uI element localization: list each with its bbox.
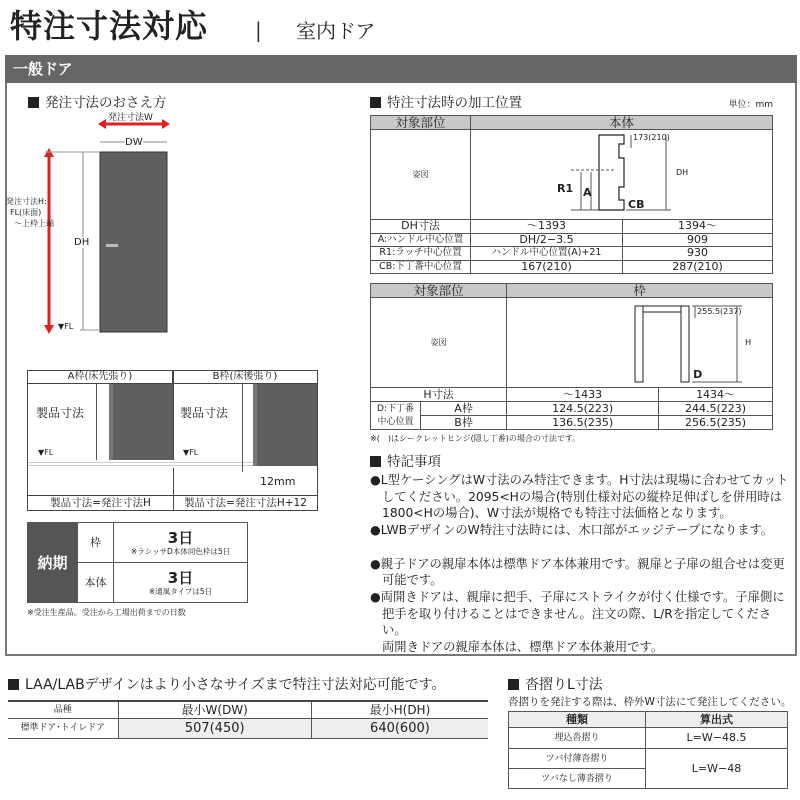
- fig-d-label: D: [693, 368, 703, 381]
- h-label-line: 〜上枠上端: [14, 219, 54, 228]
- fig-h-label: H: [745, 338, 752, 347]
- row-label: R1:ラッチ中心位置: [371, 247, 471, 261]
- b-formula: 製品寸法=発注寸法H+12: [184, 497, 307, 509]
- heading-text: 特記事項: [387, 454, 441, 470]
- remark-item: ●LWBデザインのW特注寸法時には、木口部がエッジテープになります。: [370, 523, 774, 538]
- cell: 909: [623, 233, 773, 247]
- col-header: 対象部位: [371, 116, 471, 130]
- h-label-line: 発注寸法H:: [6, 197, 47, 206]
- sill-heading: [508, 677, 798, 694]
- remarks-list: [370, 472, 790, 656]
- a-product-dim-label: 製品寸法: [36, 406, 85, 420]
- cell: L=W−48: [646, 749, 788, 789]
- sill-section: [508, 677, 798, 789]
- fig-a-label: A: [583, 186, 592, 199]
- delivery-note: ※通風タイプは5日: [148, 586, 213, 596]
- cell: 256.5(235): [659, 416, 773, 430]
- b-fl-label: ▼FL: [183, 448, 199, 457]
- row-label: A:ハンドル中心位置: [371, 233, 471, 247]
- fig-dh-label: DH: [676, 168, 689, 177]
- b-product-dim-label: 製品寸法: [180, 406, 229, 420]
- cell: ツバなし薄沓摺り: [509, 769, 646, 789]
- laa-section: [8, 677, 488, 739]
- row-label: H寸法: [371, 388, 507, 402]
- cell: 167(210): [471, 260, 623, 274]
- remark-item: ●親子ドアの親扉本体は標準ドア本体兼用です。親扉と子扉の組合せは変更可能です。: [370, 556, 785, 588]
- frame-figure: [507, 298, 773, 388]
- delivery-value: [114, 523, 248, 563]
- delivery-value: [114, 563, 248, 603]
- fig-173-label: 173(210): [633, 133, 670, 142]
- sub-label: A枠: [421, 402, 507, 416]
- cell: 930: [623, 247, 773, 261]
- page-title: 特注寸法対応: [10, 7, 209, 45]
- frame-diagram: [507, 298, 800, 386]
- col-header: 算出式: [646, 712, 788, 728]
- delivery-note: ※ラシッサD本体同色枠は5日: [130, 546, 231, 556]
- delivery-footnote: ※受注生産品。受注から工場出荷までの日数: [27, 608, 186, 617]
- delivery-part: 枠: [78, 523, 114, 563]
- processing-heading: [370, 95, 522, 111]
- heading-text: 沓摺りL寸法: [525, 677, 603, 693]
- cell: L=W−48.5: [646, 728, 788, 749]
- cell: ハンドル中心位置(A)+21: [471, 247, 623, 261]
- col-header: 枠: [507, 284, 773, 298]
- fl-label: ▼FL: [58, 322, 74, 331]
- body-processing-table: [370, 115, 773, 274]
- col-header: 品種: [8, 701, 118, 718]
- fig-r1-label: R1: [557, 182, 574, 195]
- frame-type-table: [27, 370, 318, 511]
- col-header: 対象部位: [371, 284, 507, 298]
- b-frame-title: B枠(床後張り): [173, 371, 317, 384]
- sill-table: [508, 711, 788, 789]
- door-handle: [106, 244, 118, 247]
- heading-text: 発注寸法のおさえ方: [45, 95, 167, 111]
- fig-cb-label: CB: [628, 198, 645, 211]
- 12mm-label: 12mm: [260, 475, 296, 488]
- a-formula: 製品寸法=発注寸法H: [50, 497, 151, 509]
- delivery-table: [27, 522, 248, 603]
- processing-note: ※( )はシークレットヒンジ(隠し丁番)の場合の寸法です。: [370, 434, 581, 443]
- order-dims-heading: [28, 95, 167, 111]
- remark-item: ●L型ケーシングはW寸法のみ特注できます。H寸法は現場に合わせてカットしてください。2095<Hの場合(特別仕様対応の縦枠足伸ばしを併用時は1800<Hの場合)、W寸法が規格でも特注寸法価格となります。: [370, 473, 789, 521]
- h-label-line: FL(床面): [10, 208, 42, 217]
- a-door-section: [113, 384, 173, 460]
- right-column: [370, 95, 789, 656]
- cell: 244.5(223): [659, 402, 773, 416]
- sill-subtitle: 沓摺りを発注する際は、枠外W寸法にて発注してください。: [508, 696, 792, 708]
- dw-label: DW: [125, 137, 143, 148]
- frame-processing-table: [370, 283, 773, 430]
- delivery-part: 本体: [78, 563, 114, 603]
- cell: 287(210): [623, 260, 773, 274]
- section-band: 一般ドア: [5, 55, 797, 83]
- figure-label: 姿図: [371, 130, 471, 220]
- title-separator: |: [255, 18, 262, 42]
- cell: 1394〜: [623, 220, 773, 234]
- delivery-label: 納期: [28, 523, 78, 603]
- col-header: 最小W(DW): [118, 701, 311, 718]
- cell: 埋込沓摺り: [509, 728, 646, 749]
- square-bullet-icon: [370, 97, 381, 108]
- a-fl-label: ▼FL: [38, 448, 54, 457]
- unit-label: 単位：mm: [728, 100, 773, 110]
- row-label: DH寸法: [371, 220, 471, 234]
- page-subtitle: 室内ドア: [296, 19, 376, 43]
- remark-item: 両開きドアの親扉本体は、標準ドア本体兼用です。: [382, 640, 664, 655]
- door-body-diagram: [471, 130, 771, 218]
- col-header: 本体: [471, 116, 773, 130]
- days: 3日: [167, 528, 194, 547]
- order-h-label: [6, 196, 54, 229]
- col-header: 最小H(DH): [311, 701, 488, 718]
- remark-item: ●両開きドアは、親扉に把手、子扉にストライクが付く仕様です。子扉側に把手を取り付けることはできません。注文の際、L/Rを指定してください。: [370, 589, 785, 638]
- cell: ツバ付薄沓摺り: [509, 749, 646, 769]
- cell: 標準ドア･トイレドア: [8, 718, 118, 738]
- fig-255-label: 255.5(237): [697, 307, 742, 316]
- sub-label: B枠: [421, 416, 507, 430]
- cell: DH/2−3.5: [471, 233, 623, 247]
- b-door-section: [257, 384, 317, 466]
- door-shape: [100, 152, 167, 332]
- row-label: CB:下丁番中心位置: [371, 260, 471, 274]
- laa-table: [8, 700, 488, 739]
- cell: 136.5(235): [507, 416, 659, 430]
- order-w-label: 発注寸法W: [108, 113, 153, 123]
- cell: 124.5(223): [507, 402, 659, 416]
- heading-text: 特注寸法時の加工位置: [387, 95, 522, 111]
- cell: 〜1393: [471, 220, 623, 234]
- a-frame-title: A枠(床先張り): [28, 371, 173, 384]
- square-bullet-icon: [370, 456, 381, 467]
- d-row-label: D:下丁番中心位置: [371, 402, 421, 430]
- col-header: 種類: [509, 712, 646, 728]
- dh-label: DH: [74, 237, 90, 248]
- laa-heading: [8, 677, 488, 694]
- cell: 640(600): [311, 718, 488, 738]
- body-figure: [471, 130, 773, 220]
- square-bullet-icon: [28, 97, 39, 108]
- cell: 1434〜: [659, 388, 773, 402]
- figure-label: 姿図: [371, 298, 507, 388]
- square-bullet-icon: [508, 679, 519, 690]
- cell: 507(450): [118, 718, 311, 738]
- heading-text: LAA/LABデザインはより小さなサイズまで特注寸法対応可能です。: [25, 677, 446, 693]
- remarks-heading: [370, 454, 773, 470]
- square-bullet-icon: [8, 679, 19, 690]
- days: 3日: [167, 568, 194, 587]
- cell: 〜1433: [507, 388, 659, 402]
